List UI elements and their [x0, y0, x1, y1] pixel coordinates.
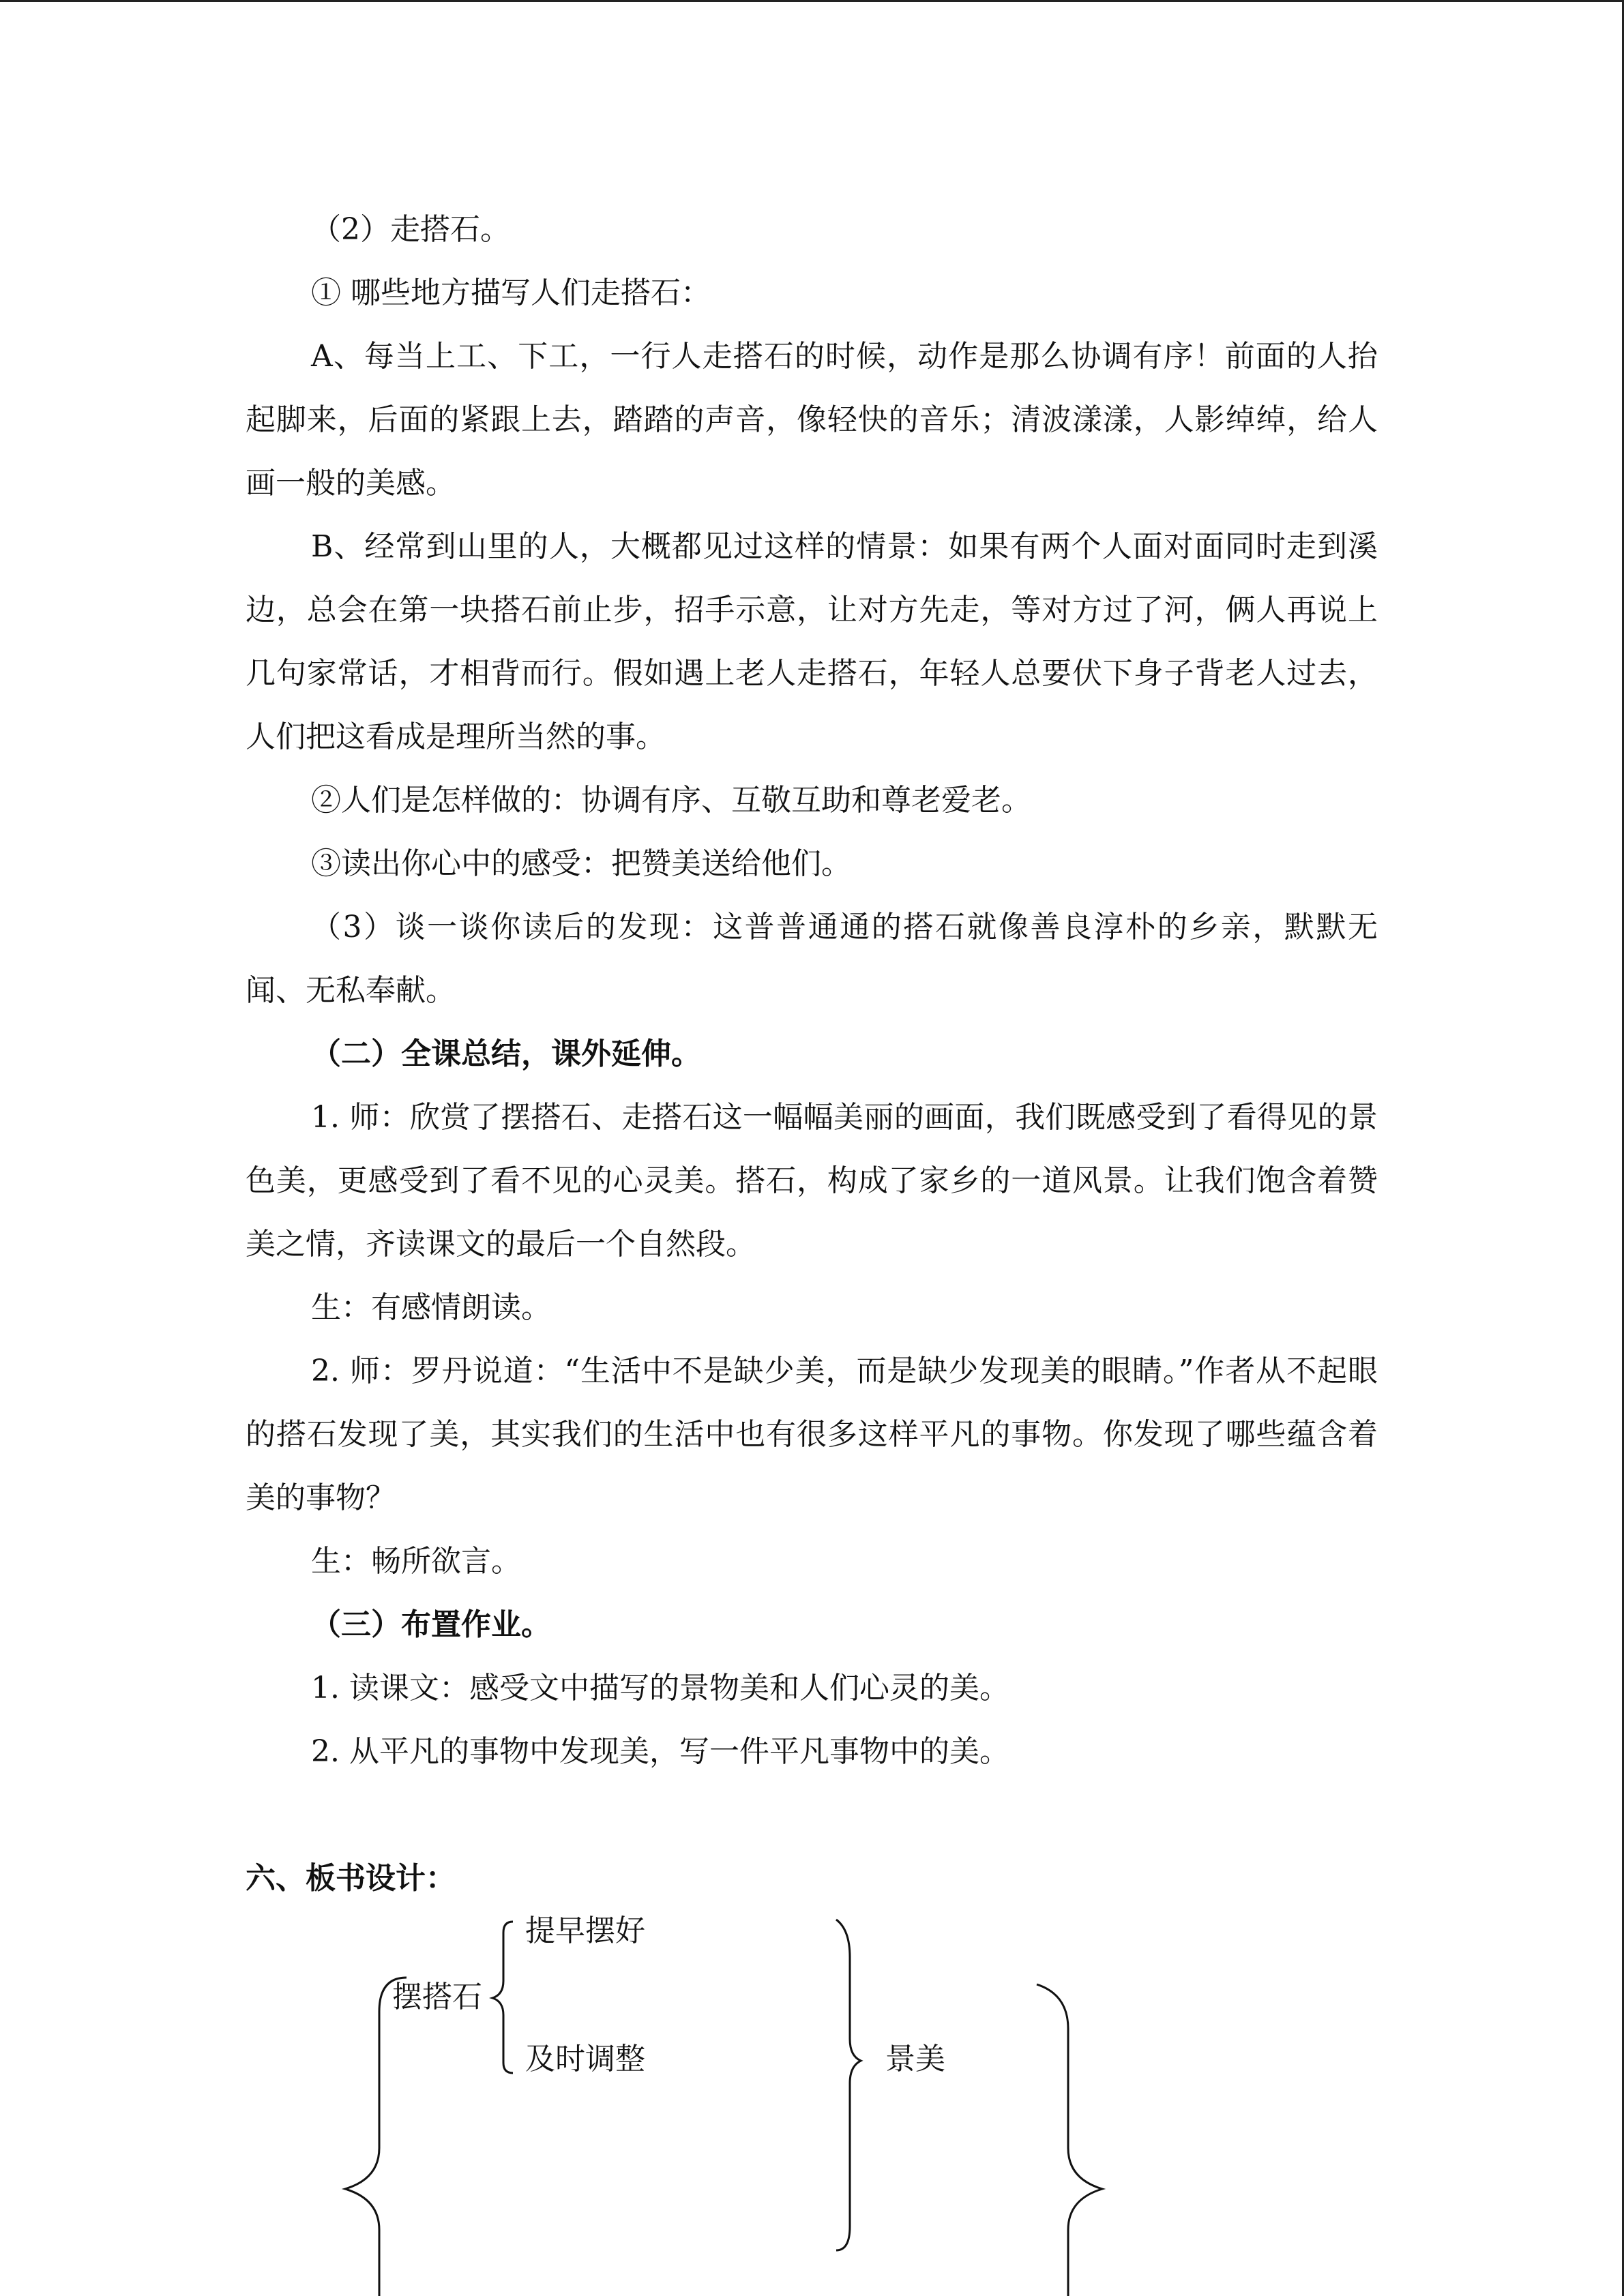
board-main-label: 摆搭石 — [392, 1980, 482, 2014]
paragraph: 1. 读课文：感受文中描写的景物美和人们心灵的美。 — [311, 1671, 1009, 1705]
paragraph: 生：有感情朗读。 — [311, 1290, 551, 1325]
paragraph: ① 哪些地方描写人们走搭石： — [311, 275, 711, 310]
board-result-label: 景美 — [885, 2042, 945, 2076]
large-left-brace — [345, 1978, 407, 2296]
paragraph: ③读出你心中的感受：把赞美送给他们。 — [311, 846, 851, 881]
blank-line — [246, 1783, 1378, 1847]
large-right-brace — [1037, 1984, 1102, 2296]
paragraph: 2. 师：罗丹说道：“生活中不是缺少美，而是缺少发现美的眼睛。”作者从不起眼的搭石发现了美，其实我们的生活中也有很多这样平凡的事物。你发现了哪些蕴含着美的事物？ — [246, 1354, 1378, 1515]
page-top-border — [0, 0, 1624, 2]
small-brace — [492, 1922, 513, 2073]
paragraph: 生：畅所欲言。 — [311, 1544, 521, 1579]
paragraph: （3）谈一谈你读后的发现：这普普通通的搭石就像善良淳朴的乡亲，默默无闻、无私奉献。 — [246, 910, 1378, 1008]
paragraph: A、每当上工、下工，一行人走搭石的时候，动作是那么协调有序！前面的人抬起脚来，后面的紧跟上去，踏踏的声音，像轻快的音乐；清波漾漾，人影绰绰，给人画一般的美感。 — [246, 339, 1378, 501]
section-subheading: （三）布置作业。 — [311, 1607, 551, 1642]
middle-right-brace — [836, 1920, 861, 2250]
section-subheading: （二）全课总结，课外延伸。 — [311, 1037, 701, 1071]
paragraph: （2）走搭石。 — [311, 212, 510, 247]
paragraph: B、经常到山里的人，大概都见过这样的情景：如果有两个人面对面同时走到溪边，总会在第一块搭石前止步，招手示意，让对方先走，等对方过了河，俩人再说上几句家常话，才相背而行。假如遇上老人走搭石，年轻人总要伏下身子背老人过去，人们把这看成是理所当然的事。 — [246, 529, 1378, 754]
paragraph: ②人们是怎样做的：协调有序、互敬互助和尊老爱老。 — [311, 783, 1031, 818]
paragraph: 1. 师：欣赏了摆搭石、走搭石这一幅幅美丽的画面，我们既感受到了看得见的景色美，更感受到了看不见的心灵美。搭石，构成了家乡的一道风景。让我们饱含着赞美之情，齐读课文的最后一个自然段。 — [246, 1100, 1378, 1262]
board-sub-item: 及时调整 — [525, 2042, 645, 2076]
section-heading: 六、板书设计： — [246, 1861, 456, 1896]
paragraph: 2. 从平凡的事物中发现美，写一件平凡事物中的美。 — [311, 1734, 1009, 1769]
document-body — [246, 198, 1378, 1910]
board-sub-item: 提早摆好 — [525, 1913, 645, 1948]
